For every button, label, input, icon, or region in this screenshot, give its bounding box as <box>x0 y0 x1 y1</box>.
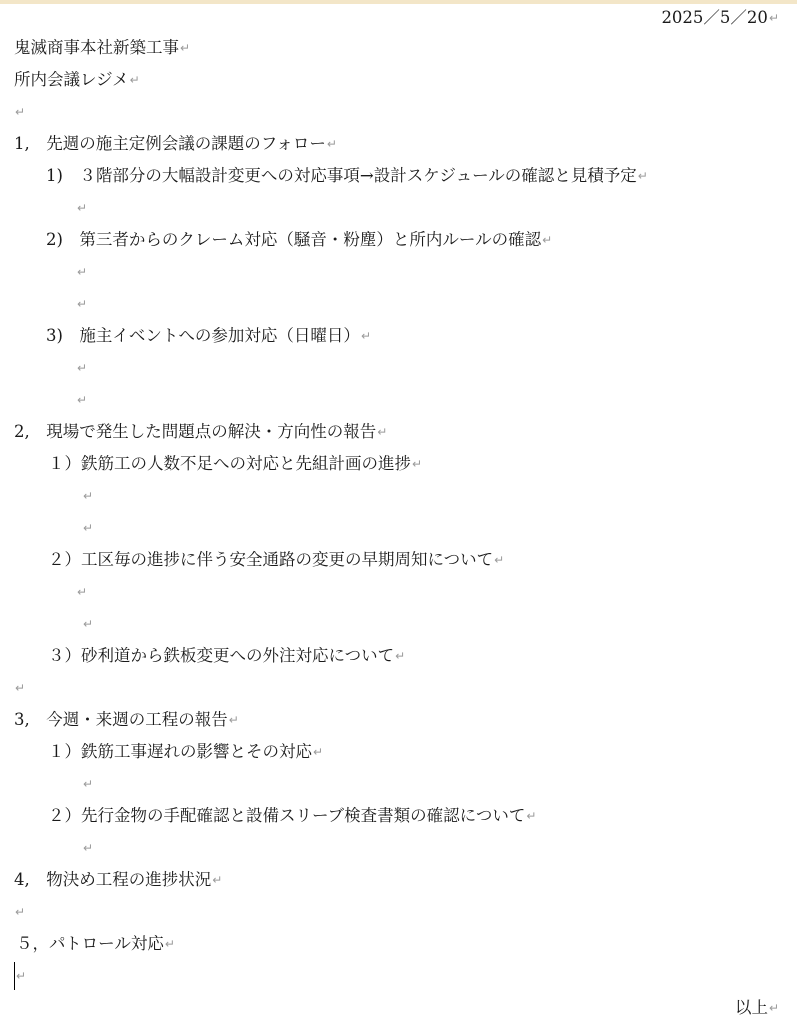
paragraph-mark-icon: ↵ <box>15 905 26 919</box>
empty-paragraph <box>82 834 93 862</box>
empty-paragraph <box>76 578 87 606</box>
paragraph-mark-icon: ↵ <box>212 873 223 887</box>
closing-text: 以上 <box>734 998 768 1017</box>
agenda-item-text: 1) ３階部分の大幅設計変更への対応事項→設計スケジュールの確認と見積予定 <box>46 166 637 185</box>
paragraph-mark-icon: ↵ <box>83 617 94 631</box>
paragraph-mark-icon: ↵ <box>768 11 779 25</box>
paragraph-mark-icon: ↵ <box>77 201 88 215</box>
paragraph-mark-icon: ↵ <box>164 937 175 951</box>
empty-paragraph <box>76 354 87 382</box>
section-heading-text: 2, 現場で発生した問題点の解決・方向性の報告 <box>14 422 377 441</box>
section-heading-text: 1, 先週の施主定例会議の課題のフォロー <box>14 134 326 153</box>
paragraph-mark-icon: ↵ <box>360 329 371 343</box>
empty-paragraph <box>82 482 93 510</box>
empty-paragraph <box>76 290 87 318</box>
section-heading <box>14 418 387 446</box>
agenda-item-text: ３）砂利道から鉄板変更への外注対応について <box>48 646 395 665</box>
paragraph-mark-icon: ↵ <box>228 713 239 727</box>
paragraph-mark-icon: ↵ <box>77 297 88 311</box>
agenda-item-text: 3) 施主イベントへの参加対応（日曜日） <box>46 326 360 345</box>
paragraph-mark-icon: ↵ <box>83 521 94 535</box>
paragraph-mark-icon: ↵ <box>494 553 505 567</box>
paragraph-mark-icon: ↵ <box>526 809 537 823</box>
section-heading <box>14 706 239 734</box>
agenda-item-text: １）鉄筋工事遅れの影響とその対応 <box>48 742 312 761</box>
agenda-item-text: ２）先行金物の手配確認と設備スリーブ検査書類の確認について <box>48 806 526 825</box>
agenda-item <box>46 162 648 190</box>
section-heading-text: 3, 今週・来週の工程の報告 <box>14 710 228 729</box>
agenda-item <box>48 546 504 574</box>
agenda-item <box>48 450 422 478</box>
agenda-item-text: 2) 第三者からのクレーム対応（騒音・粉塵）と所内ルールの確認 <box>46 230 542 249</box>
paragraph-mark-icon: ↵ <box>15 105 26 119</box>
empty-paragraph <box>14 674 25 702</box>
section-heading <box>14 866 222 894</box>
project-name: 鬼滅商事本社新築工事 <box>14 38 179 57</box>
empty-paragraph <box>14 98 25 126</box>
date-text: 2025／5／20 <box>661 8 768 27</box>
paragraph-mark-icon: ↵ <box>77 361 88 375</box>
paragraph-mark-icon: ↵ <box>83 841 94 855</box>
paragraph-mark-icon: ↵ <box>377 425 388 439</box>
paragraph-mark-icon: ↵ <box>83 777 94 791</box>
agenda-item <box>48 802 536 830</box>
paragraph-mark-icon: ↵ <box>77 585 88 599</box>
section-heading <box>14 130 337 158</box>
paragraph-mark-icon: ↵ <box>637 169 648 183</box>
paragraph-mark-icon: ↵ <box>313 745 324 759</box>
paragraph-mark-icon: ↵ <box>180 41 191 55</box>
paragraph-mark-icon: ↵ <box>542 233 553 247</box>
empty-paragraph <box>76 258 87 286</box>
empty-paragraph <box>82 770 93 798</box>
agenda-item-text: ２）工区毎の進捗に伴う安全通路の変更の早期周知について <box>48 550 494 569</box>
agenda-item-text: １）鉄筋工の人数不足への対応と先組計画の進捗 <box>48 454 411 473</box>
document-title: 所内会議レジメ <box>14 70 129 89</box>
section-heading-text: 4, 物決め工程の進捗状況 <box>14 870 212 889</box>
paragraph-mark-icon: ↵ <box>129 73 140 87</box>
document-title-line <box>14 66 140 94</box>
empty-paragraph <box>15 962 26 990</box>
agenda-item <box>48 738 323 766</box>
paragraph-mark-icon: ↵ <box>77 265 88 279</box>
empty-paragraph <box>82 514 93 542</box>
agenda-item <box>46 322 371 350</box>
project-name-line <box>14 34 190 62</box>
paragraph-mark-icon: ↵ <box>77 393 88 407</box>
date-line <box>661 4 779 32</box>
paragraph-mark-icon: ↵ <box>395 649 406 663</box>
agenda-item <box>48 642 405 670</box>
agenda-item <box>46 226 552 254</box>
paragraph-mark-icon: ↵ <box>412 457 423 471</box>
empty-paragraph <box>76 194 87 222</box>
paragraph-mark-icon: ↵ <box>83 489 94 503</box>
section-heading-text: ５，パトロール対応 <box>16 934 164 953</box>
empty-paragraph <box>14 898 25 926</box>
section-heading <box>16 930 175 958</box>
paragraph-mark-icon: ↵ <box>16 969 27 983</box>
paragraph-mark-icon: ↵ <box>768 1001 779 1015</box>
empty-paragraph <box>82 610 93 638</box>
closing-line <box>735 994 779 1022</box>
paragraph-mark-icon: ↵ <box>15 681 26 695</box>
empty-paragraph <box>76 386 87 414</box>
paragraph-mark-icon: ↵ <box>326 137 337 151</box>
